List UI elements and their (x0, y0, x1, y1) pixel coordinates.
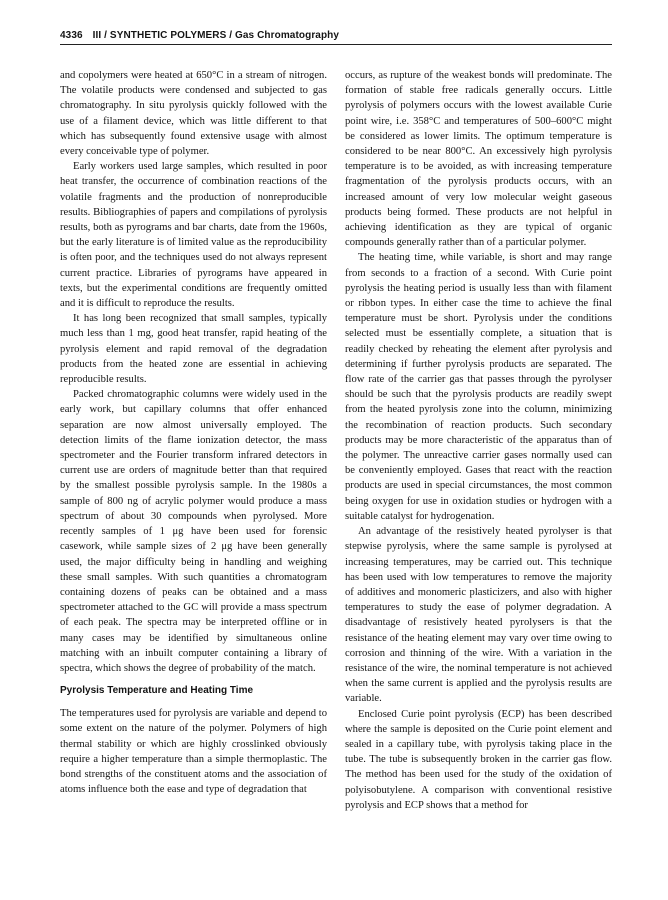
running-header (60, 28, 612, 44)
page-number: 4336 (60, 30, 83, 41)
paragraph: and copolymers were heated at 650°C in a stream of nitrogen. The volatile products were condensed and subjected to gas chromatography. In situ pyrolysis quickly followed with the use of a filament device, which was little different to that which has subsequently found extensive usage with almost every conceivable type of polymer. (60, 70, 327, 158)
document-page (60, 28, 612, 868)
paragraph: The temperatures used for pyrolysis are variable and depend to some extent on the nature of the polymer. Polymers of high thermal stability or which are highly crosslinked obviously require a higher temperature than a simple thermoplastic. The bond strengths of the constituent atoms and the association of atoms influence both the ease and type of degradation that (60, 708, 327, 796)
paragraph: Enclosed Curie point pyrolysis (ECP) has been described where the sample is deposited on the Curie point element and sealed in a capillary tube, with pyrolysis taking place in the tube. The tube is subsequently broken in the carrier gas flow. The method has been used for the study of the oxidation of polyisobutylene. A comparison with conventional resistive pyrolysis and ECP shows that a method for (345, 708, 612, 811)
paragraph: occurs, as rupture of the weakest bonds will predominate. The formation of stable free radicals generally occurs. Little pyrolysis of polymers occurs with the lowest available Curie point wire, i.e. 358°C and temperatures of 500–600°C might be considered as lower limits. The optimum temperature is considered to be near 800°C. An excessively high pyrolysis temperature is to be avoided, as with increasing temperature fragmentation of the pyrolysis products occurs, with an increased amount of very low molecular weight gaseous products being formed. These products are not helpful in achieving identification as they are typical of organic compounds generally rather than of a particular polymer. (345, 70, 612, 249)
section-heading: Pyrolysis Temperature and Heating Time (60, 685, 254, 697)
paragraph: Early workers used large samples, which resulted in poor heat transfer, the occurrence of combination reactions of the volatile fragments and the production of nonreproducible results. Bibliographies of papers and compilations of pyrolysis results, both as pyrograms and bar charts, date from the 1960s, but the early literature is of limited value as the reproducibility is often poor, and the techniques used do not always represent current practice. Libraries of pyrograms have appeared in texts, but the experimental conditions are frequently omitted and it is difficult to reproduce the results. (60, 161, 327, 310)
left-column (60, 68, 327, 813)
running-title: III / SYNTHETIC POLYMERS / Gas Chromatography (92, 30, 340, 41)
paragraph: It has long been recognized that small samples, typically much less than 1 mg, good heat transfer, rapid heating of the pyrolysis element and rapid removal of the degradation products from the heated zone are essential in achieving reproducible results. (60, 313, 327, 386)
paragraph: The heating time, while variable, is short and may range from seconds to a fraction of a second. With Curie point pyrolysis the heating period is usually less than with filament or ribbon types. In either case the time to achieve the final temperature must be short. Pyrolysis under the conditions selected must be essentially complete, a situation that is readily checked by reheating the element after pyrolysis and determining if further pyrolysis products are separated. The flow rate of the carrier gas that passes through the pyrolyser should be such that the pyrolysis products are readily swept from the heated pyrolysis zone into the column, minimizing the recombination of reaction products. Such secondary products may be more characteristic of the apparatus than of the polymer. The unreactive carrier gases normally used can be conveniently employed. Gases that react with the reaction products are used in special circumstances, the most common being oxygen for use in oxidation studies or hydrogen with a suitable catalyst for hydrogenation. (345, 252, 612, 522)
paragraph: Packed chromatographic columns were widely used in the early work, but capillary columns that offer enhanced separation are now almost universally employed. The detection limits of the flame ionization detector, the mass spectrometer and the Fourier transform infrared detectors in current use are orders of magnitude better than that required by the smallest possible pyrolysis sample. In the 1980s a sample of 800 ng of acrylic polymer would produce a mass spectrum of about 30 compounds when pyrolysed. More recently samples of 1 μg have been used for forensic casework, while sample sizes of 2 μg have been generally used, the major difficulty being in handling and weighing these small samples. With such quantities a chromatogram containing dozens of peaks can be obtained and a mass spectrometer attached to the GC will provide a mass spectrum of each peak. The spectra may be interpreted offline or in many cases may be identified by simultaneous online matching with an inbuilt computer containing a library of spectra, which shows the degree of probability of the match. (60, 389, 327, 674)
paragraph: An advantage of the resistively heated pyrolyser is that stepwise pyrolysis, where the same sample is pyrolysed at increasing temperatures, may be carried out. This technique has been used with low temperatures to remove the majority of additives and monomeric plasticizers, and also with higher temperatures to study the ease of polymer degradation. A disadvantage of resistively heated pyrolysers is that the resistance of the heating element may vary over time owing to corrosion and thinning of the wire. With a variation in the resistance of the wire, the nominal temperature is not achieved when the same current is applied and the pyrolysis results are variable. (345, 526, 612, 705)
header-rule (60, 44, 612, 45)
two-column-body (60, 68, 612, 813)
right-column (345, 68, 612, 813)
